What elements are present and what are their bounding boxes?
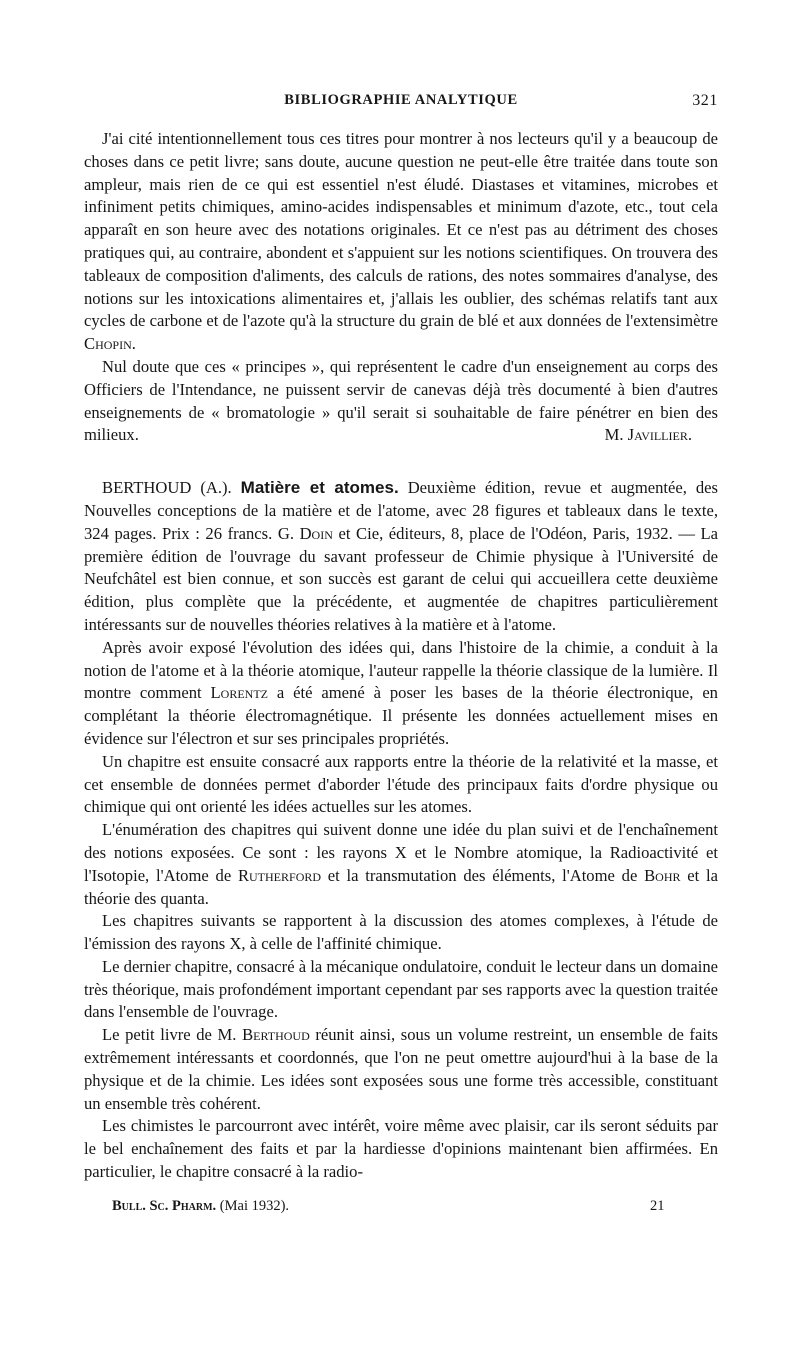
publisher-name: Doin [299, 523, 333, 543]
paragraph-text: et Cie, éditeurs, 8, place de l'Odéon, Paris, 1932. — La première édition de l'ouvrage du savant professeur de Chimie physique à l'Université de Neufchâtel est bien connue, et son succès est garant de celui qui accueillera cette deuxième édition, plus complète que la précédente, et augmentée de chapitres particulièrement intéressants sur de nouvelles théories relatives à la matière et à l'atome. [84, 523, 718, 634]
journal-issue: (Mai 1932). [219, 1197, 290, 1214]
paragraph-text: Le petit livre de M. [102, 1025, 243, 1045]
review-javillier [84, 128, 718, 447]
review-paragraph: Les chapitres suivants se rapportent à la discussion des atomes complexes, à l'étude de l'émission des rayons X, à celle de l'affinité chimique. [84, 911, 718, 954]
review-paragraph [84, 477, 718, 637]
person-name: Berthoud [242, 1025, 310, 1045]
book-title: Matière et atomes. [240, 478, 399, 498]
review-paragraph [84, 128, 718, 356]
review-paragraph [84, 819, 718, 910]
running-head-title: BIBLIOGRAPHIE ANALYTIQUE [284, 92, 518, 108]
review-paragraph [84, 637, 718, 751]
review-paragraph: Un chapitre est ensuite consacré aux rapports entre la théorie de la relativité et la masse, et cet ensemble de données permet d'aborder l'étude des principaux faits d'ordre physique ou chimique qui ont orienté les idées actuelles sur les atomes. [84, 751, 718, 817]
journal-name: Bull. Sc. Pharm. [112, 1197, 217, 1214]
person-name: Rutherford [237, 865, 322, 885]
sheet-number: 21 [650, 1197, 665, 1214]
section-gap [84, 447, 718, 477]
book-author: BERTHOUD (A.). [102, 478, 232, 498]
paragraph-text: réunit ainsi, sous un volume restreint, un ensemble de faits extrêmement intéressants et coordonnés, que l'on ne peut omettre aujourd'hui à la base de la physique et de la chimie. Les idées sont exposées sous une forme très accessible, constituant un ensemble très cohérent. [84, 1025, 718, 1113]
paragraph-text: Après avoir exposé l'évolution des idées qui, dans l'histoire de la chimie, a conduit à la notion de l'atome et à la théorie atomique, l'auteur rappelle la théorie classique de la lumière. Il montre comment [84, 637, 718, 703]
reviewer-signature: M. Javillier. [604, 425, 692, 445]
document-page [84, 88, 718, 1220]
paragraph-text: et la théorie des quanta. [84, 865, 718, 908]
journal-reference [112, 1198, 289, 1215]
review-paragraph: Les chimistes le parcourront avec intérêt, voire même avec plaisir, car ils seront séduits par le bel enchaînement des faits et par la hardiesse d'opinions maintenant bien affirmées. En particulier, le chapitre consacré à la radio- [84, 1116, 718, 1182]
page-number: 321 [692, 92, 718, 109]
paragraph-text: J'ai cité intentionnellement tous ces titres pour montrer à nos lecteurs qu'il y a beaucoup de choses dans ce petit livre; sans doute, aucune question ne peut-elle être traitée dans toute son ampleur, mais rien de ce qui est essentiel n'est éludé. Diastases et vitamines, microbes et infiniment petits chimiques, amino-acides indispensables et minimum d'azote, etc., tout cela apparaît en son heure avec des notations originales. Et ce n'est pas au détriment des choses pratiques qui, au contraire, abondent et s'appuient sur les notions scientifiques. On trouvera des tableaux de composition d'aliments, des calculs de rations, des notes sommaires d'analyse, des notions sur les intoxications alimentaires et, j'allais les oublier, des schémas relatifs tant aux cycles de carbone et de l'azote qu'à la structure du grain de blé et aux données de l'extensimètre [84, 129, 718, 331]
person-name: Bohr [644, 865, 681, 885]
review-paragraph: Le dernier chapitre, consacré à la mécanique ondulatoire, conduit le lecteur dans un domaine très théorique, mais profondément important cependant par ses rapports avec la question traitée dans l'ensemble de l'ouvrage. [84, 956, 719, 1022]
review-berthoud [84, 477, 718, 1184]
review-paragraph [84, 356, 718, 447]
person-name: Lorentz [210, 683, 269, 703]
paragraph-text: . [131, 334, 136, 354]
paragraph-text: Nul doute que ces « principes », qui représentent le cadre d'un enseignement au corps des Officiers de l'Intendance, ne puissent servir de canevas déjà très documenté à bien d'autres enseignements de « bromatologie » qu'il serait si souhaitable de faire pénétrer en bien des milieux. [84, 356, 718, 445]
paragraph-text: L'énumération des chapitres qui suivent donne une idée du plan suivi et de l'enchaînement des notions exposées. Ce sont : les rayons X et le Nombre atomique, la Radioactivité et l'Isotopie, l'Atome de [84, 820, 718, 885]
paragraph-text: et la transmutation des éléments, l'Atome de [321, 865, 645, 885]
person-name: Chopin [84, 334, 132, 354]
running-head [84, 88, 718, 114]
paragraph-text: Deuxième édition, revue et augmentée, des Nouvelles conceptions de la matière et de l'atome, avec 28 figures et tableaux dans le texte, 324 pages. Prix : 26 francs. G. [84, 478, 719, 543]
page-footer [84, 1198, 718, 1220]
paragraph-text: a été amené à poser les bases de la théorie électronique, en complétant la théorie électromagnétique. Il présente les données actuellement mises en évidence sur l'électron et sur ses principales propriétés. [84, 683, 718, 748]
review-paragraph [84, 1024, 718, 1115]
